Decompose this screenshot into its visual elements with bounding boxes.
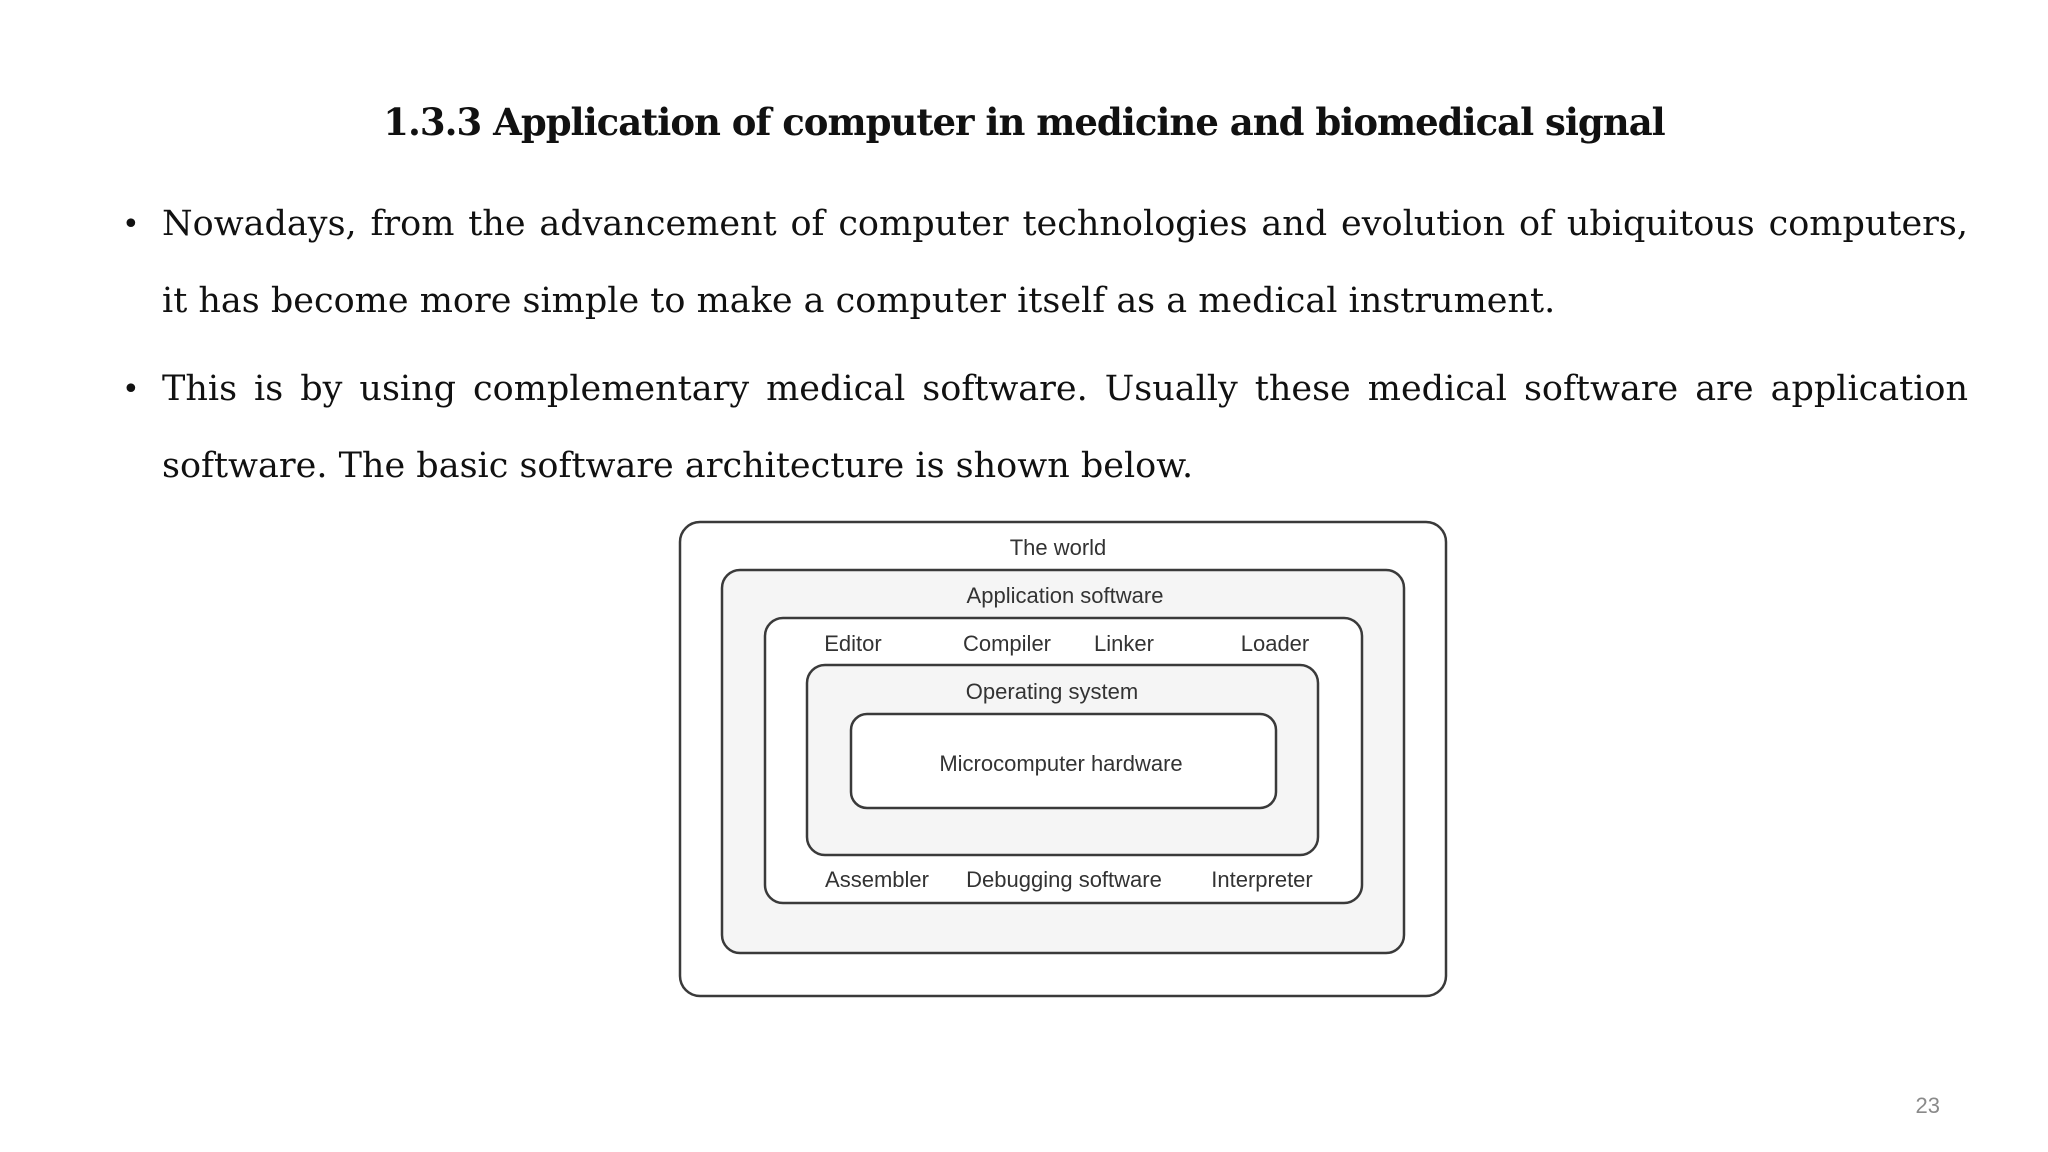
- microcomputer-hardware-label: Microcomputer hardware: [939, 751, 1183, 776]
- software-architecture-diagram: [678, 520, 1448, 1000]
- compiler-label: Compiler: [962, 631, 1052, 656]
- assembler-label: Assembler: [825, 867, 929, 892]
- bullet-text: Nowadays, from the advancement of computer technologies and evolution of ubiquitous computers, it has become more simple to make a computer itself as a medical instrument.: [162, 204, 1968, 321]
- bullet-text: This is by using complementary medical software. Usually these medical software are application software. The basic software architecture is shown below.: [162, 369, 1968, 486]
- bullet-marker: •: [122, 207, 140, 242]
- page-number: 23: [1915, 1093, 1940, 1118]
- editor-label: Editor: [824, 631, 882, 656]
- linker-label: Linker: [1094, 631, 1154, 656]
- application-software-label: Application software: [966, 583, 1164, 608]
- operating-system-label: Operating system: [965, 679, 1139, 704]
- bullet-marker: •: [122, 372, 140, 407]
- bullet-list: [122, 186, 1968, 516]
- loader-label: Loader: [1240, 631, 1310, 656]
- bullet-item-1: [122, 186, 1968, 340]
- interpreter-label: Interpreter: [1211, 867, 1313, 892]
- world-label: The world: [1009, 535, 1107, 560]
- debugging-software-label: Debugging software: [966, 867, 1162, 892]
- slide-title: 1.3.3 Application of computer in medicine and biomedical signal: [383, 100, 1665, 144]
- bullet-item-2: [122, 351, 1968, 505]
